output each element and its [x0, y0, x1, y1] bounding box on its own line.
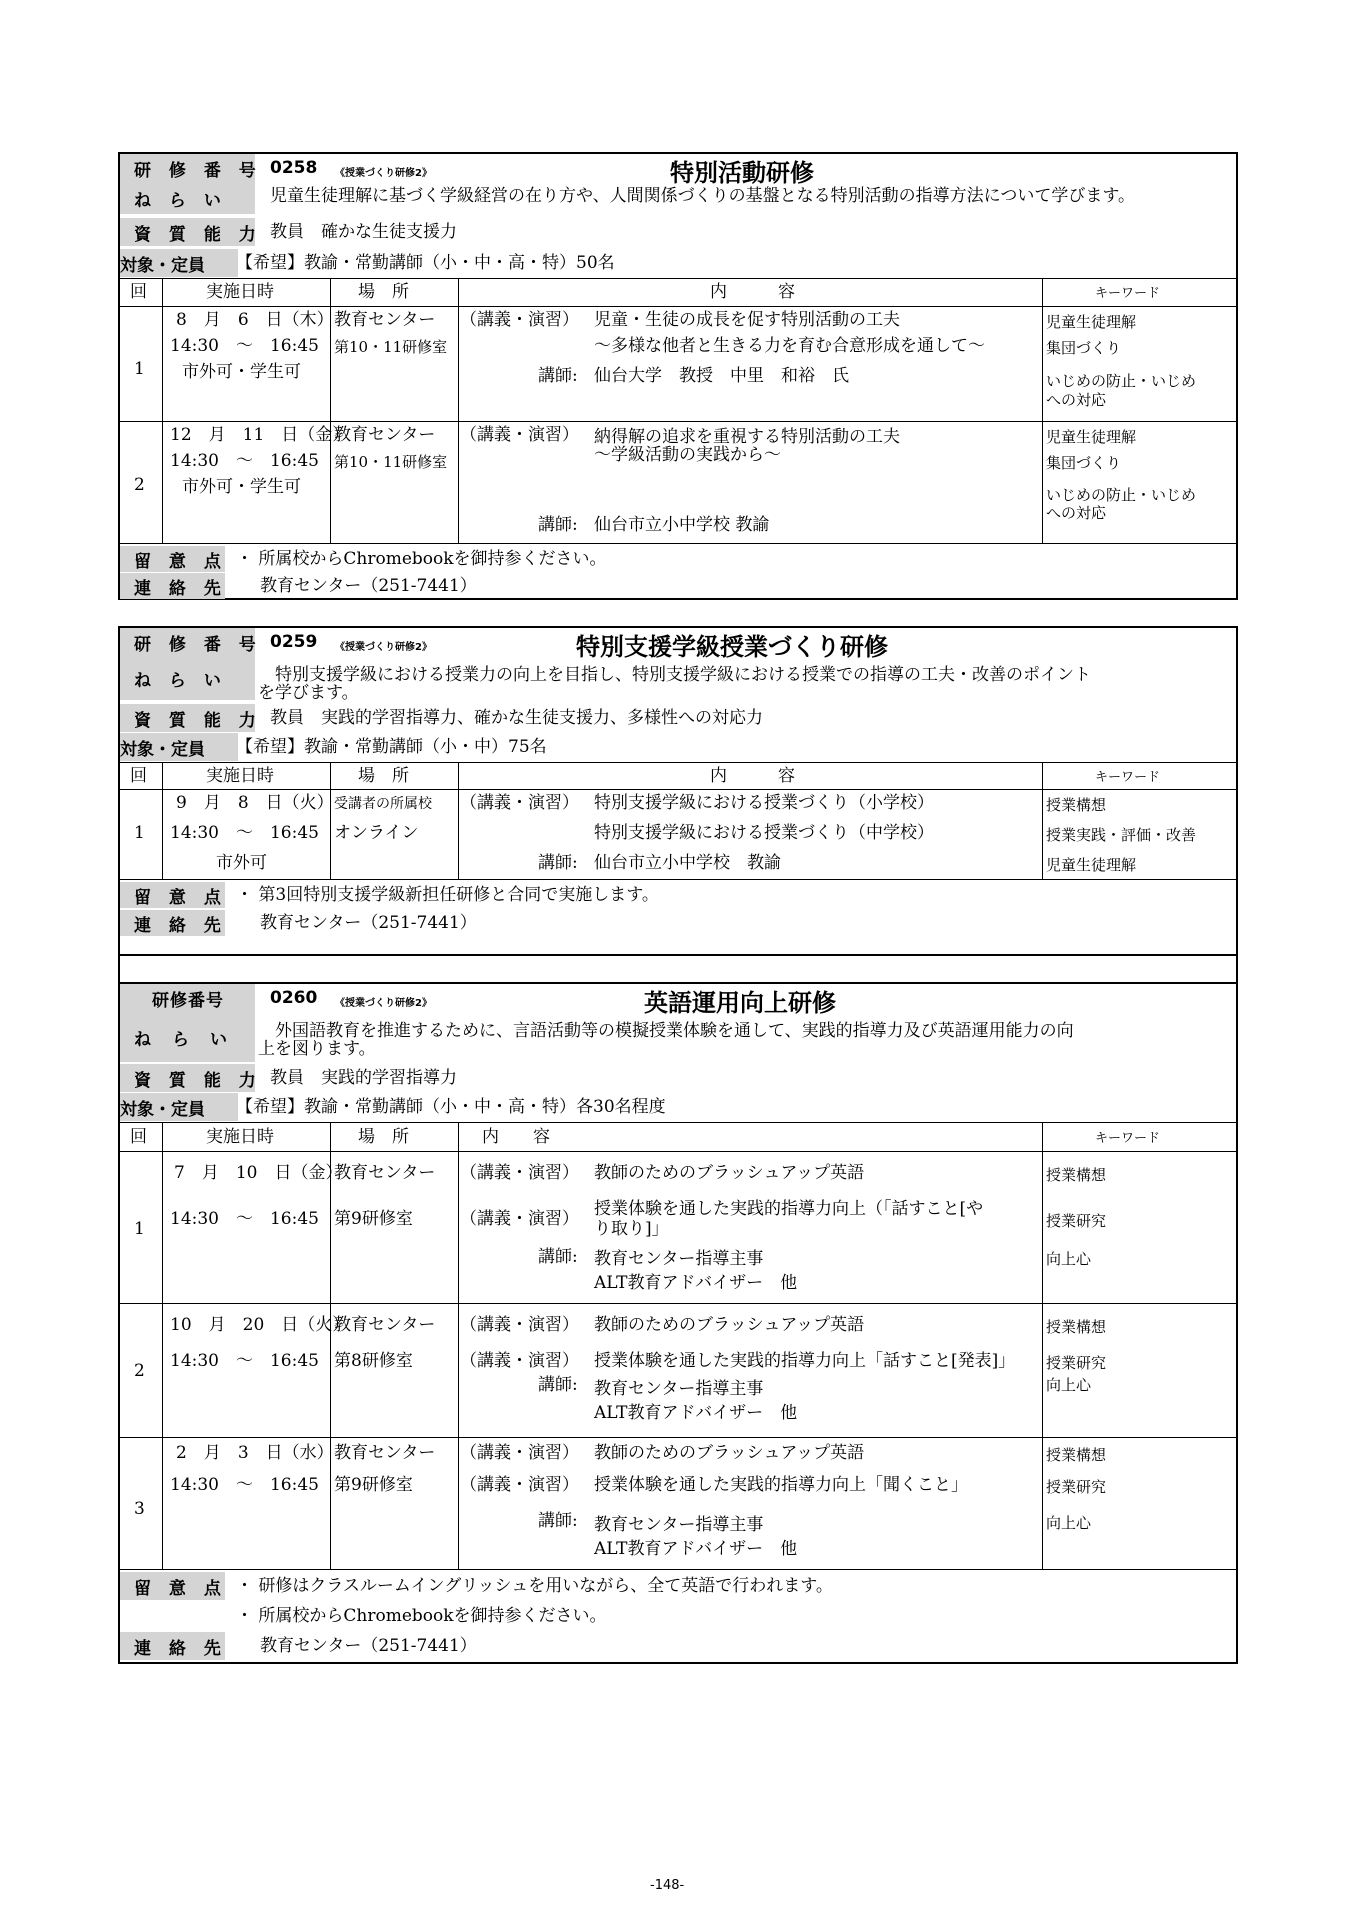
- header-label: 研 修 番 号: [120, 628, 255, 656]
- aim-label: ね ら い: [120, 1012, 255, 1062]
- session-type: （講義・演習）: [460, 310, 579, 330]
- col-place: 場 所: [358, 1127, 409, 1147]
- session-note: 市外可・学生可: [182, 477, 301, 497]
- target-text: 【希望】教諭・常勤講師（小・中・高・特）各30名程度: [236, 1097, 666, 1117]
- keyword: 授業構想: [1046, 1318, 1107, 1336]
- keyword: いじめの防止・いじめ: [1046, 486, 1197, 504]
- lecturer-label: 講師:: [538, 1511, 578, 1531]
- col-keyword: キーワード: [1095, 286, 1161, 301]
- aim-text: 特別支援学級における授業力の向上を目指し、特別支援学級における授業での指導の工夫・改善のポイント: [275, 665, 1091, 685]
- lecturer: ALT教育アドバイザー 他: [594, 1273, 798, 1293]
- ability-text: 教員 実践的学習指導力: [270, 1068, 457, 1088]
- session-time: 14:30 ～ 16:45: [170, 451, 319, 471]
- target-text: 【希望】教諭・常勤講師（小・中・高・特）50名: [236, 253, 615, 273]
- schedule-table: [120, 278, 1236, 544]
- session-content: 特別支援学級における授業づくり（小学校）: [594, 793, 934, 813]
- col-content: 内 容: [710, 766, 795, 786]
- keyword: 向上心: [1046, 1514, 1092, 1532]
- session-content: 児童・生徒の成長を促す特別活動の工夫: [594, 310, 900, 330]
- session-date: 9 月 8 日（火）: [176, 793, 334, 813]
- lecturer: 仙台市立小中学校 教諭: [594, 853, 781, 873]
- session-content: 授業体験を通した実践的指導力向上「聞くこと」: [594, 1475, 968, 1495]
- header-label: 研 修 番 号: [120, 154, 255, 182]
- session-type: （講義・演習）: [460, 1209, 579, 1229]
- session-room: 第9研修室: [334, 1209, 413, 1229]
- remark-label: 留 意 点: [120, 882, 225, 908]
- aim-text-cont: 上を図ります。: [258, 1039, 376, 1059]
- course-code: 0258: [270, 158, 318, 178]
- lecturer-label: 講師:: [538, 1247, 578, 1267]
- remark-text: ・ 所属校からChromebookを御持参ください。: [236, 549, 607, 569]
- keyword: 授業研究: [1046, 1354, 1107, 1372]
- session-number: 2: [134, 475, 145, 495]
- keyword: への対応: [1046, 391, 1107, 409]
- session-content: 教師のためのブラッシュアップ英語: [594, 1163, 865, 1183]
- session-number: 2: [134, 1361, 145, 1381]
- col-keyword: キーワード: [1095, 770, 1161, 785]
- keyword: 授業構想: [1046, 796, 1107, 814]
- session-date: 10 月 20 日（火）: [170, 1315, 350, 1335]
- col-kai: 回: [130, 766, 147, 786]
- keyword: 集団づくり: [1046, 454, 1122, 472]
- col-date: 実施日時: [206, 282, 274, 302]
- session-place: 教育センター: [334, 1315, 436, 1335]
- session-place: 教育センター: [334, 1163, 436, 1183]
- session-content-sub: ～多様な他者と生きる力を育む合意形成を通して～: [594, 336, 985, 356]
- lecturer: 教育センター指導主事: [594, 1249, 764, 1269]
- col-date: 実施日時: [206, 766, 274, 786]
- ability-text: 教員 実践的学習指導力、確かな生徒支援力、多様性への対応力: [270, 708, 763, 728]
- session-content-cont: り取り]」: [594, 1219, 669, 1239]
- contact-label: 連 絡 先: [120, 1632, 225, 1660]
- aim-text-cont: を学びます。: [258, 683, 359, 703]
- session-type: （講義・演習）: [460, 1315, 579, 1335]
- session-content: 教師のためのブラッシュアップ英語: [594, 1443, 865, 1463]
- session-number: 1: [134, 1219, 145, 1239]
- session-type: （講義・演習）: [460, 1443, 579, 1463]
- remark-text: ・ 所属校からChromebookを御持参ください。: [236, 1606, 607, 1626]
- session-place: 受講者の所属校: [334, 796, 432, 812]
- page-number: -148-: [650, 1878, 685, 1893]
- keyword: 授業研究: [1046, 1212, 1107, 1230]
- col-keyword: キーワード: [1095, 1131, 1161, 1146]
- col-kai: 回: [130, 1127, 147, 1147]
- contact-label: 連 絡 先: [120, 573, 225, 599]
- contact-text: 教育センター（251-7441）: [260, 1636, 477, 1656]
- session-number: 1: [134, 823, 145, 843]
- session-number: 3: [134, 1499, 145, 1519]
- col-content: 内 容: [482, 1127, 550, 1147]
- keyword: 授業構想: [1046, 1446, 1107, 1464]
- target-label: 対象・定員: [120, 733, 238, 761]
- lecturer: 教育センター指導主事: [594, 1515, 764, 1535]
- col-place: 場 所: [358, 282, 409, 302]
- keyword: 向上心: [1046, 1250, 1092, 1268]
- ability-text: 教員 確かな生徒支援力: [270, 222, 457, 242]
- keyword: いじめの防止・いじめ: [1046, 372, 1197, 390]
- keyword: 児童生徒理解: [1046, 313, 1137, 331]
- session-time: 14:30 ～ 16:45: [170, 1351, 319, 1371]
- session-date: 2 月 3 日（水）: [176, 1443, 334, 1463]
- keyword: 向上心: [1046, 1376, 1092, 1394]
- schedule-table: [120, 762, 1236, 880]
- remark-label: 留 意 点: [120, 546, 225, 572]
- course-title: 英語運用向上研修: [644, 989, 836, 1017]
- session-time: 14:30 ～ 16:45: [170, 336, 319, 356]
- remark-label: 留 意 点: [120, 1572, 225, 1600]
- keyword: 授業研究: [1046, 1478, 1107, 1496]
- keyword: 授業実践・評価・改善: [1046, 826, 1197, 844]
- lecturer-label: 講師:: [538, 853, 578, 873]
- keyword: 集団づくり: [1046, 339, 1122, 357]
- lecturer: ALT教育アドバイザー 他: [594, 1539, 798, 1559]
- lecturer-label: 講師:: [538, 1375, 578, 1395]
- aim-label: ね ら い: [120, 182, 255, 214]
- session-type: （講義・演習）: [460, 1163, 579, 1183]
- session-number: 1: [134, 359, 145, 379]
- keyword: 授業構想: [1046, 1166, 1107, 1184]
- session-content: 授業体験を通した実践的指導力向上（「話すこと[や: [594, 1199, 984, 1219]
- course-title: 特別支援学級授業づくり研修: [576, 633, 888, 661]
- schedule-table: [120, 1122, 1236, 1570]
- ability-label: 資 質 能 力: [120, 704, 255, 732]
- header-label: 研修番号: [120, 984, 255, 1012]
- remark-text: ・ 研修はクラスルームイングリッシュを用いながら、全て英語で行われます。: [236, 1576, 833, 1596]
- aim-label: ね ら い: [120, 656, 255, 700]
- lecturer: 教育センター指導主事: [594, 1379, 764, 1399]
- session-time: 14:30 ～ 16:45: [170, 1475, 319, 1495]
- lecturer-label: 講師:: [538, 515, 578, 535]
- lecturer: ALT教育アドバイザー 他: [594, 1403, 798, 1423]
- session-place: 教育センター: [334, 1443, 436, 1463]
- session-room: 第9研修室: [334, 1475, 413, 1495]
- session-content: 特別支援学級における授業づくり（中学校）: [594, 823, 934, 843]
- session-type: （講義・演習）: [460, 425, 579, 445]
- session-place: 教育センター: [334, 425, 436, 445]
- session-type: （講義・演習）: [460, 793, 579, 813]
- session-type: （講義・演習）: [460, 1351, 579, 1371]
- session-room: オンライン: [334, 823, 419, 843]
- session-content-sub: ～学級活動の実践から～: [594, 445, 781, 465]
- contact-text: 教育センター（251-7441）: [260, 576, 477, 596]
- session-content: 教師のためのブラッシュアップ英語: [594, 1315, 865, 1335]
- session-room: 第8研修室: [334, 1351, 413, 1371]
- course-subcategory: 《授業づくり研修2》: [335, 168, 432, 179]
- session-date: 12 月 11 日（金）: [170, 425, 350, 445]
- ability-label: 資 質 能 力: [120, 218, 255, 246]
- session-note: 市外可: [216, 853, 267, 873]
- aim-text: 外国語教育を推進するために、言語活動等の模擬授業体験を通して、実践的指導力及び英語運用能力の向: [275, 1021, 1074, 1041]
- session-time: 14:30 ～ 16:45: [170, 1209, 319, 1229]
- lecturer: 仙台大学 教授 中里 和裕 氏: [594, 366, 849, 386]
- session-room: 第10・11研修室: [334, 453, 448, 471]
- lecturer: 仙台市立小中学校 教諭: [594, 515, 770, 535]
- course-title: 特別活動研修: [670, 159, 814, 187]
- session-note: 市外可・学生可: [182, 362, 301, 382]
- course-0259: [118, 626, 1238, 984]
- session-room: 第10・11研修室: [334, 338, 448, 356]
- session-type: （講義・演習）: [460, 1475, 579, 1495]
- ability-label: 資 質 能 力: [120, 1064, 255, 1092]
- contact-label: 連 絡 先: [120, 910, 225, 936]
- keyword: 児童生徒理解: [1046, 428, 1137, 446]
- aim-text: 児童生徒理解に基づく学級経営の在り方や、人間関係づくりの基盤となる特別活動の指導方法について学びます。: [270, 186, 1135, 206]
- remark-text: ・ 第3回特別支援学級新担任研修と合同で実施します。: [236, 885, 659, 905]
- target-text: 【希望】教諭・常勤講師（小・中）75名: [236, 737, 547, 757]
- course-subcategory: 《授業づくり研修2》: [335, 642, 432, 653]
- course-0258: [118, 152, 1238, 600]
- keyword: への対応: [1046, 504, 1107, 522]
- col-content: 内 容: [710, 282, 795, 302]
- target-label: 対象・定員: [120, 249, 238, 277]
- course-0260: [118, 982, 1238, 1664]
- course-code: 0259: [270, 632, 318, 652]
- session-time: 14:30 ～ 16:45: [170, 823, 319, 843]
- col-kai: 回: [130, 282, 147, 302]
- course-subcategory: 《授業づくり研修2》: [335, 998, 432, 1009]
- target-label: 対象・定員: [120, 1093, 238, 1121]
- course-code: 0260: [270, 988, 318, 1008]
- session-date: 8 月 6 日（木）: [176, 310, 334, 330]
- contact-text: 教育センター（251-7441）: [260, 913, 477, 933]
- session-date: 7 月 10 日（金）: [174, 1163, 343, 1183]
- col-place: 場 所: [358, 766, 409, 786]
- col-date: 実施日時: [206, 1127, 274, 1147]
- session-content: 授業体験を通した実践的指導力向上「話すこと[発表]」: [594, 1351, 1016, 1371]
- keyword: 児童生徒理解: [1046, 856, 1137, 874]
- lecturer-label: 講師:: [538, 366, 578, 386]
- session-place: 教育センター: [334, 310, 436, 330]
- session-content: 納得解の追求を重視する特別活動の工夫: [594, 427, 900, 447]
